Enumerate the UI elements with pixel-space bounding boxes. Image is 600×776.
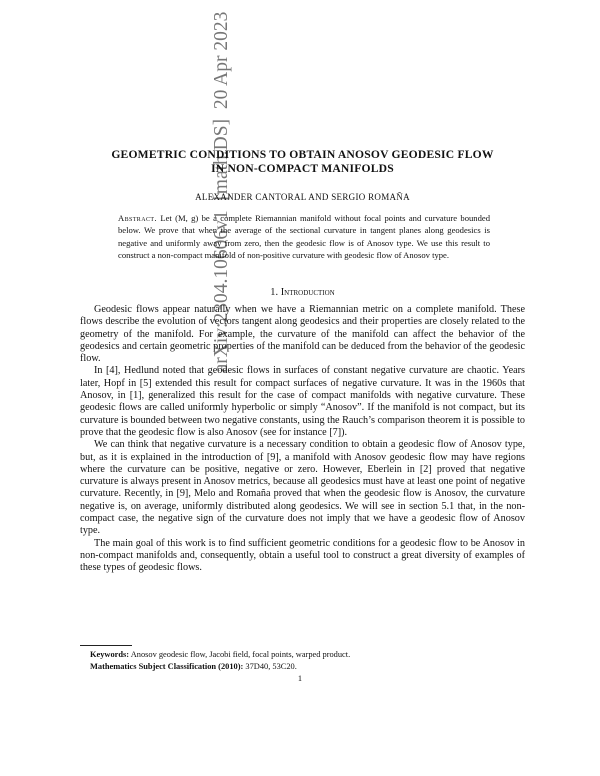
keywords-label: Keywords: bbox=[90, 650, 130, 659]
abstract-label: Abstract. bbox=[118, 213, 157, 223]
abstract-text: Let (M, g) be a complete Riemannian manifold without focal points and curvature bounded below. We prove that when the average of the sectional curvature in tangent planes along geodesics is negative and uniformly away from zero, then the geodesic flow is of Anosov type. We use this result to construct a non-compact manifold of non-positive curvature with geodesic flow of Anosov type. bbox=[118, 213, 490, 260]
authors: ALEXANDER CANTORAL AND SERGIO ROMAÑA bbox=[195, 192, 410, 202]
msc-label: Mathematics Subject Classification (2010): bbox=[90, 662, 244, 672]
msc-footnote bbox=[80, 661, 525, 673]
keywords-text: Anosov geodesic flow, Jacobi field, focal points, warped product. bbox=[130, 650, 351, 659]
paragraph: Geodesic flows appear naturally when we have a Riemannian metric on a complete manifold. These flows describe the evolution of vectors tangent along geodesics and their properties are closely related to the geometry of the manifold. For example, the curvature of the manifold can affect the behavior of the geodesics and certain geometric properties of the manifold can be deduced from the behavior of the geodesic flow. bbox=[80, 304, 525, 365]
title-line-1: GEOMETRIC CONDITIONS TO OBTAIN ANOSOV GEODESIC FLOW bbox=[111, 148, 494, 161]
paragraph: In [4], Hedlund noted that geodesic flows in surfaces of constant negative curvature are chaotic. Years later, Hopf in [5] extended this result for compact surfaces of negative curvature. It was in the 1960s that Anosov, in [1], generalized this result for the case of compact manifolds with negative curvature. These geodesic flows are called uniformly hyperbolic or simply “Anosov”. If the manifold is not compact, but its curvature is bounded between two negative constants, using the Rauch’s comparison theorem it is possible to prove that the geodesic flow is also Anosov (see for instance [7]). bbox=[80, 365, 525, 438]
paragraph: The main goal of this work is to find sufficient geometric conditions for a geodesic flow to be Anosov in non-compact manifolds and, consequently, obtain a useful tool to construct a great diversity of examples of these types of geodesic flows. bbox=[80, 537, 525, 574]
arxiv-identifier-text: arXiv:2304.10606v1 [math.DS] 20 Apr 2023 bbox=[211, 11, 232, 373]
footnotes bbox=[80, 649, 525, 673]
section-title: Introduction bbox=[280, 287, 335, 298]
title-line-2: IN NON-COMPACT MANIFOLDS bbox=[211, 162, 394, 175]
section-heading bbox=[80, 287, 525, 298]
paper-title bbox=[80, 148, 525, 176]
keywords-footnote bbox=[80, 649, 525, 661]
paragraph: We can think that negative curvature is a necessary condition to obtain a geodesic flow of Anosov type, but, as it is explained in the introduction of [9], a manifold with Anosov geodesic flow may have regions where the curvature can be positive, negative or zero. However, Eberlein in [2] proved that negative curvature is always present in Anosov metrics, because all geodesics must have at least one point of negative curvature. Recently, in [9], Melo and Romaña proved that when the geodesic flow is Anosov, the curvature negative is, on average, uniformly distributed along geodesics. We will see in section 5.1 that, in the non-compact case, the negative sign of the curvature does not imply that we have a geodesic flow of Anosov type. bbox=[80, 439, 525, 537]
body-text bbox=[80, 304, 525, 575]
msc-text: 37D40, 53C20. bbox=[245, 662, 297, 672]
abstract bbox=[118, 212, 490, 261]
section-number: 1. bbox=[270, 287, 279, 298]
footnote-rule bbox=[80, 645, 132, 646]
page-number: 1 bbox=[297, 674, 303, 683]
